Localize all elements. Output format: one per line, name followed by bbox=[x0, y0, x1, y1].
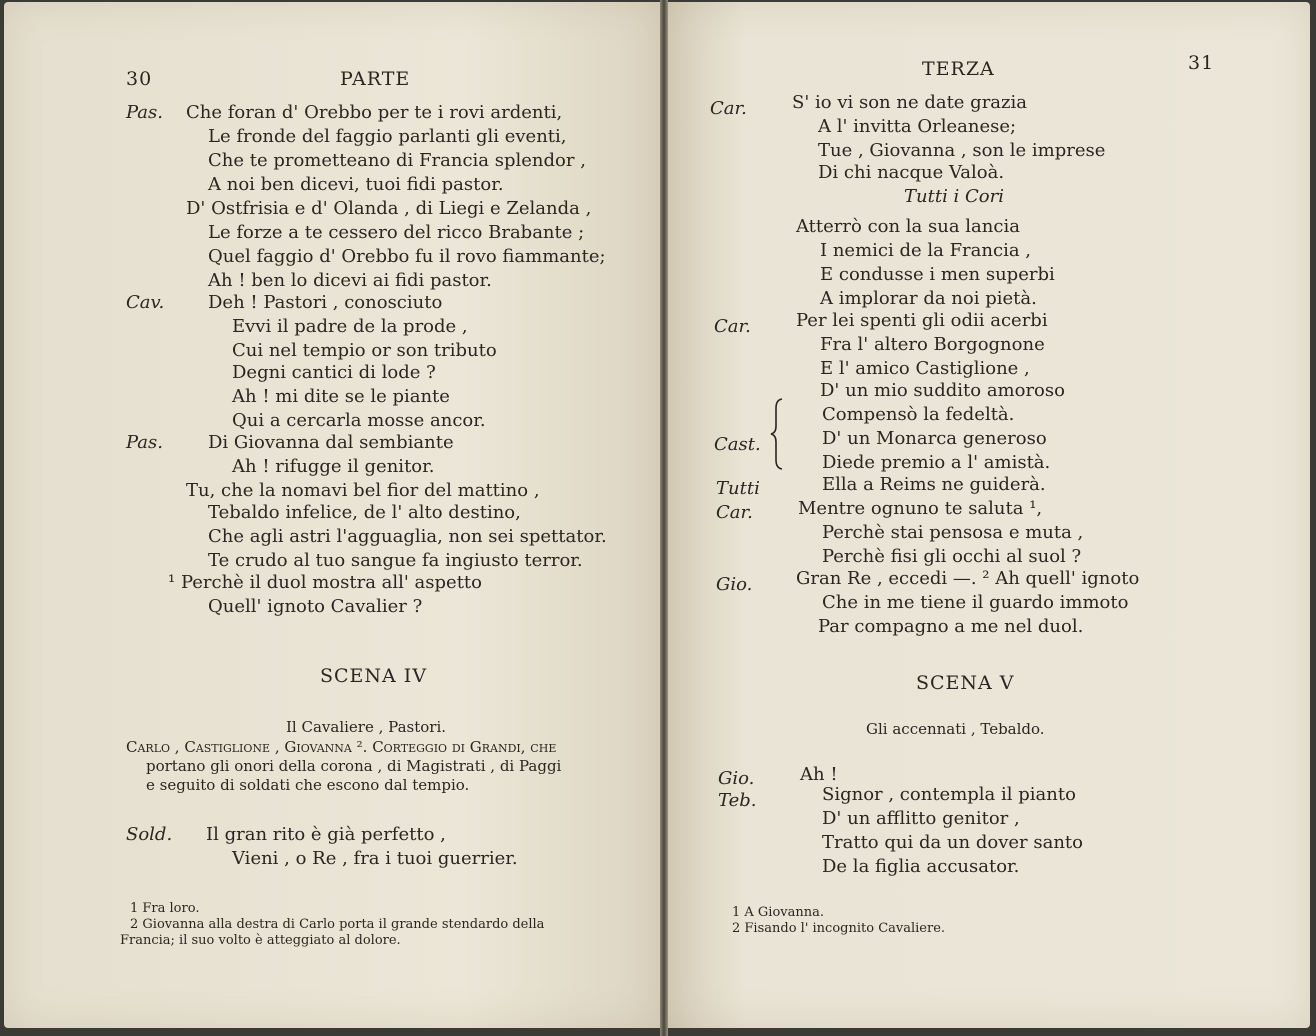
verse-line: Diede premio a l' amistà. bbox=[822, 452, 1051, 473]
verse-line: D' Ostfrisia e d' Olanda , di Liegi e Zelanda , bbox=[186, 198, 592, 219]
left-running-head: PARTE bbox=[340, 68, 411, 90]
verse-line: Ah ! mi dite se le piante bbox=[232, 386, 450, 407]
verse-line: Quell' ignoto Cavalier ? bbox=[208, 596, 423, 617]
speaker-label: Car. bbox=[714, 316, 751, 337]
verse-line: Gran Re , eccedi —. ² Ah quell' ignoto bbox=[796, 568, 1140, 589]
speaker-label: Cast. bbox=[714, 434, 761, 455]
verse-line: Par compagno a me nel duol. bbox=[818, 616, 1084, 637]
brace-icon bbox=[770, 398, 786, 470]
right-running-head: TERZA bbox=[922, 58, 995, 80]
verse-line: Che in me tiene il guardo immoto bbox=[822, 592, 1129, 613]
verse-line: Tebaldo infelice, de l' alto destino, bbox=[208, 502, 521, 523]
scene-cast-line: e seguito di soldati che escono dal tempio. bbox=[146, 776, 470, 794]
speaker-label: Pas. bbox=[126, 102, 163, 123]
verse-line: A implorar da noi pietà. bbox=[820, 288, 1037, 309]
footnote: 2 Fisando l' incognito Cavaliere. bbox=[732, 921, 946, 936]
verse-line: Ella a Reims ne guiderà. bbox=[822, 474, 1046, 495]
scene-cast-line: Il Cavaliere , Pastori. bbox=[286, 718, 447, 736]
verse-line: D' un afflitto genitor , bbox=[822, 808, 1020, 829]
verse-line: E l' amico Castiglione , bbox=[820, 358, 1030, 379]
verse-line: D' un mio suddito amoroso bbox=[820, 380, 1065, 401]
verse-line: Fra l' altero Borgognone bbox=[820, 334, 1045, 355]
verse-line: Tue , Giovanna , son le imprese bbox=[818, 140, 1106, 161]
verse-line: Che foran d' Orebbo per te i rovi ardenti, bbox=[186, 102, 563, 123]
verse-line: Tratto qui da un dover santo bbox=[822, 832, 1083, 853]
speaker-label: Car. bbox=[716, 502, 753, 523]
verse-line: A l' invitta Orleanese; bbox=[818, 116, 1017, 137]
verse-line: Qui a cercarla mosse ancor. bbox=[232, 410, 486, 431]
verse-line: Che agli astri l'agguaglia, non sei spettator. bbox=[208, 526, 607, 547]
verse-line: ¹ Perchè il duol mostra all' aspetto bbox=[168, 572, 483, 593]
verse-line: Quel faggio d' Orebbo fu il rovo fiammante; bbox=[208, 246, 606, 267]
verse-line: Vieni , o Re , fra i tuoi guerrier. bbox=[232, 848, 518, 869]
speaker-label: Cav. bbox=[126, 292, 165, 313]
left-page-number: 30 bbox=[126, 68, 153, 90]
verse-line: Atterrò con la sua lancia bbox=[796, 216, 1020, 237]
speaker-label: Tutti bbox=[716, 478, 760, 499]
verse-line: A noi ben dicevi, tuoi fidi pastor. bbox=[208, 174, 504, 195]
speaker-label: Gio. bbox=[718, 768, 755, 789]
verse-line: Perchè stai pensosa e muta , bbox=[822, 522, 1084, 543]
scene-cast-line: Gli accennati , Tebaldo. bbox=[866, 720, 1045, 738]
verse-line: Compensò la fedeltà. bbox=[822, 404, 1015, 425]
verse-line: S' io vi son ne date grazia bbox=[792, 92, 1028, 113]
verse-line: D' un Monarca generoso bbox=[822, 428, 1047, 449]
verse-line: De la figlia accusator. bbox=[822, 856, 1020, 877]
footnote: Francia; il suo volto è atteggiato al dolore. bbox=[120, 933, 401, 948]
verse-line: Le forze a te cessero del ricco Brabante ; bbox=[208, 222, 585, 243]
right-page-number: 31 bbox=[1188, 52, 1215, 74]
verse-line: Cui nel tempio or son tributo bbox=[232, 340, 497, 361]
scene-cast-line: portano gli onori della corona , di Magistrati , di Paggi bbox=[146, 757, 562, 775]
verse-line: Mentre ognuno te saluta ¹, bbox=[798, 498, 1043, 519]
verse-line: Il gran rito è già perfetto , bbox=[206, 824, 446, 845]
footnote: 2 Giovanna alla destra di Carlo porta il grande stendardo della bbox=[130, 917, 545, 932]
verse-line: Perchè fisi gli occhi al suol ? bbox=[822, 546, 1082, 567]
verse-line: Degni cantici di lode ? bbox=[232, 362, 436, 383]
speaker-label: Gio. bbox=[716, 574, 753, 595]
verse-line: Ah ! bbox=[800, 764, 838, 785]
verse-line: E condusse i men superbi bbox=[820, 264, 1055, 285]
verse-line: Ah ! rifugge il genitor. bbox=[232, 456, 435, 477]
verse-line: Signor , contempla il pianto bbox=[822, 784, 1076, 805]
verse-line: Di chi nacque Valoà. bbox=[818, 162, 1005, 183]
footnote: 1 A Giovanna. bbox=[732, 905, 825, 920]
verse-line: Le fronde del faggio parlanti gli eventi, bbox=[208, 126, 567, 147]
verse-line: Per lei spenti gli odii acerbi bbox=[796, 310, 1048, 331]
book-gutter bbox=[660, 0, 668, 1036]
scene-title: SCENA V bbox=[916, 672, 1015, 694]
verse-line: Ah ! ben lo dicevi ai fidi pastor. bbox=[208, 270, 492, 291]
verse-line: Di Giovanna dal sembiante bbox=[208, 432, 454, 453]
verse-line: Evvi il padre de la prode , bbox=[232, 316, 468, 337]
verse-line: Deh ! Pastori , conosciuto bbox=[208, 292, 443, 313]
footnote: 1 Fra loro. bbox=[130, 901, 200, 916]
speaker-label: Pas. bbox=[126, 432, 163, 453]
speaker-label: Sold. bbox=[126, 824, 173, 845]
verse-line: Che te prometteano di Francia splendor , bbox=[208, 150, 586, 171]
verse-line: I nemici de la Francia , bbox=[820, 240, 1031, 261]
chorus-heading: Tutti i Cori bbox=[904, 186, 1004, 207]
scene-cast-line: Carlo , Castiglione , Giovanna ². Corteggio di Grandi, che bbox=[126, 738, 557, 756]
scene-title: SCENA IV bbox=[320, 665, 428, 687]
verse-line: Tu, che la nomavi bel fior del mattino , bbox=[186, 480, 540, 501]
verse-line: Te crudo al tuo sangue fa ingiusto terror. bbox=[208, 550, 583, 571]
speaker-label: Teb. bbox=[718, 790, 757, 811]
speaker-label: Car. bbox=[710, 98, 747, 119]
